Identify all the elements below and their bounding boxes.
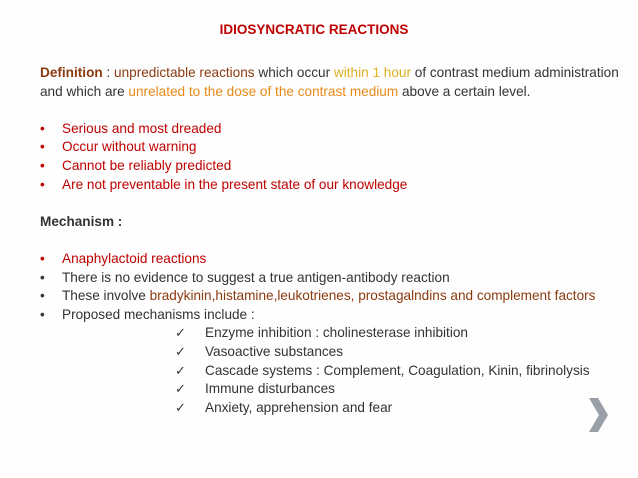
bullet-icon: • [40, 176, 45, 192]
bullet-icon: • [40, 250, 45, 266]
list-item [40, 120, 620, 139]
list-item [175, 380, 620, 399]
check-icon: ✓ [175, 362, 186, 378]
list-item-text: Serious and most dreaded [62, 120, 222, 136]
list-item-text: Are not preventable in the present state of our knowledge [62, 176, 408, 192]
list-item-text: Anxiety, apprehension and fear [205, 399, 393, 415]
list-item [175, 343, 620, 362]
bullet-icon: • [40, 157, 45, 173]
definition-sep: : [102, 65, 115, 80]
list-item-text: Enzyme inhibition : cholinesterase inhibition [205, 325, 468, 341]
definition-text-1: which occur [254, 65, 334, 80]
definition-term: unpredictable reactions [114, 65, 255, 80]
list-item [175, 399, 620, 418]
list-item-text: These involve [62, 288, 150, 304]
characteristics-list [40, 120, 620, 194]
check-icon: ✓ [175, 325, 186, 341]
spacer [40, 101, 620, 120]
list-item-text: Cannot be reliably predicted [62, 157, 232, 173]
slide-title: IDIOSYNCRATIC REACTIONS [219, 22, 409, 37]
definition-paragraph [40, 64, 620, 101]
bullet-icon: • [40, 269, 45, 285]
bullet-icon: • [40, 139, 45, 155]
check-icon: ✓ [175, 343, 186, 359]
list-item-text: Proposed mechanisms include : [62, 306, 255, 322]
list-item [40, 306, 620, 325]
list-item [40, 176, 620, 195]
check-icon: ✓ [175, 381, 186, 397]
mechanism-heading: Mechanism : [40, 213, 123, 229]
proposed-mechanisms-list [40, 324, 620, 417]
list-item [40, 138, 620, 157]
chevron-shape [589, 398, 608, 432]
next-slide-chevron-icon[interactable] [586, 398, 610, 432]
definition-text-2: of contrast medium administration and which are [40, 65, 619, 99]
spacer [40, 231, 620, 250]
list-item [40, 250, 620, 269]
definition-label: Definition [40, 65, 103, 80]
list-item-text: There is no evidence to suggest a true antigen-antibody reaction [62, 269, 450, 285]
list-item-text: Occur without warning [62, 139, 197, 155]
slide-body [40, 64, 620, 417]
list-item [175, 324, 620, 343]
list-item-text: Anaphylactoid reactions [62, 250, 207, 266]
list-item-text: Immune disturbances [205, 381, 335, 397]
check-icon: ✓ [175, 399, 186, 415]
definition-dose: unrelated to the dose of the contrast medium [128, 83, 399, 99]
list-item [40, 287, 620, 306]
list-item-text: Cascade systems : Complement, Coagulation, Kinin, fibrinolysis [205, 362, 590, 378]
bullet-icon: • [40, 306, 45, 322]
definition-text-3: above a certain level. [398, 83, 531, 99]
list-item-text: Vasoactive substances [205, 343, 344, 359]
definition-time: within 1 hour [333, 65, 411, 80]
list-item [40, 157, 620, 176]
spacer [40, 194, 620, 213]
bullet-icon: • [40, 120, 45, 136]
list-item-highlight: bradykinin,histamine,leukotrienes, prostagalndins and complement factors [149, 288, 596, 304]
list-item [40, 269, 620, 288]
list-item [175, 362, 620, 381]
bullet-icon: • [40, 288, 45, 304]
mechanism-list [40, 250, 620, 324]
